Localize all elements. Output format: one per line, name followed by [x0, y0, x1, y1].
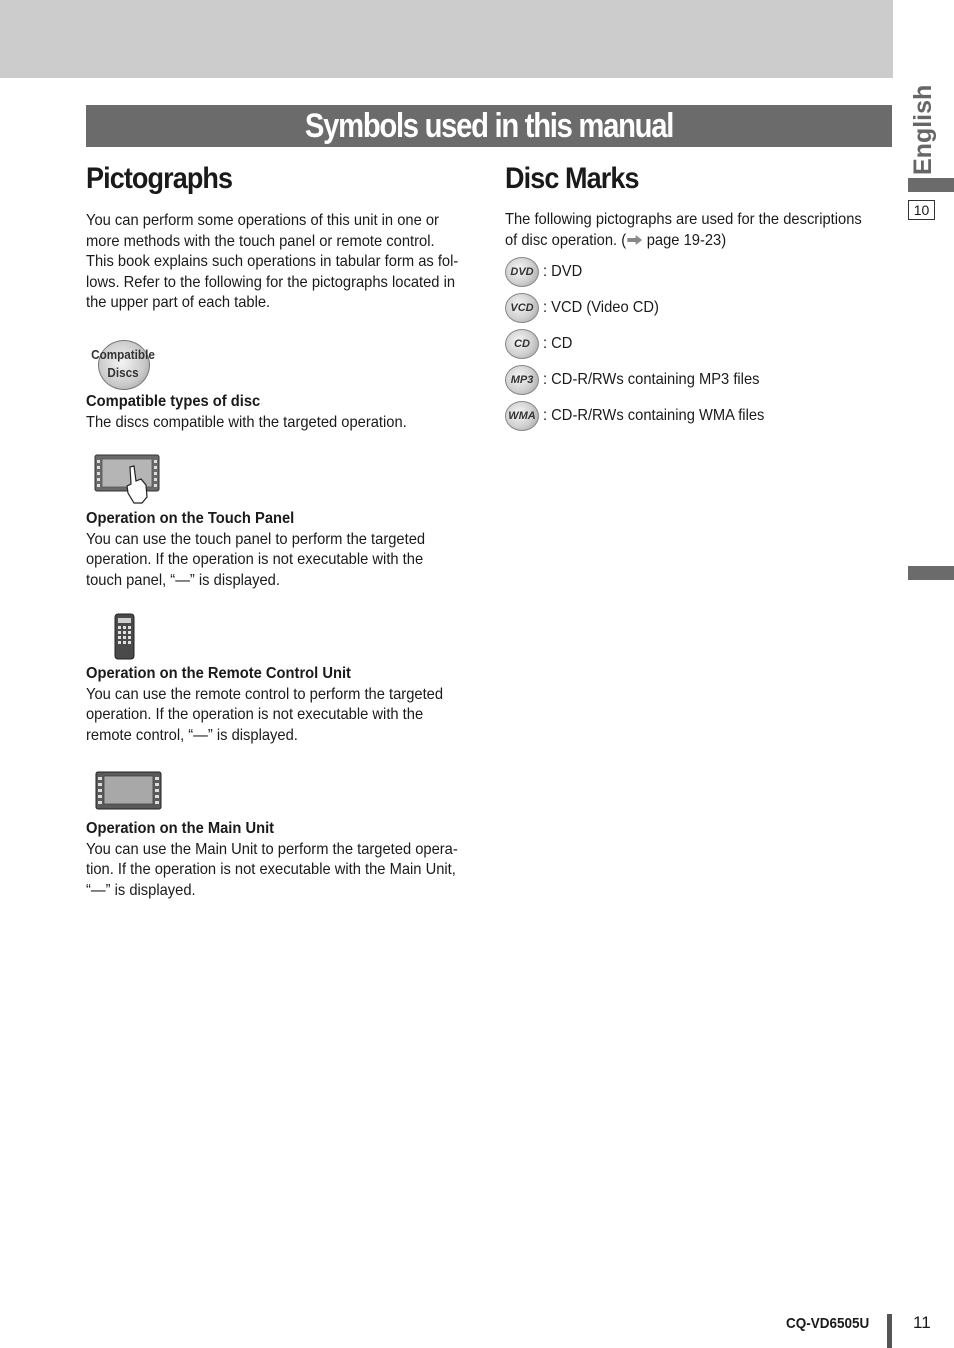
disc-mark-label: : DVD: [543, 263, 583, 280]
page-number: 11: [913, 1313, 931, 1332]
disc-intro-suffix: page 19-23): [642, 231, 727, 249]
wma-disc-icon: WMA: [505, 401, 539, 431]
intro-line: the upper part of each table.: [86, 294, 271, 311]
touch-title: Operation on the Touch Panel: [86, 510, 295, 527]
intro-line: more methods with the touch panel or remote control.: [86, 232, 435, 250]
touch-panel-section: [86, 509, 445, 591]
model-number: CQ-VD6505U: [786, 1315, 870, 1332]
main-desc-line: “—” is displayed.: [86, 881, 196, 899]
disc-mark-label: : CD: [543, 335, 573, 352]
compatible-title: Compatible types of disc: [86, 393, 261, 410]
cd-disc-icon: CD: [505, 329, 539, 359]
language-tab: [906, 85, 936, 175]
remote-desc-line: You can use the remote control to perform the targeted: [86, 685, 444, 703]
header-band: [0, 0, 893, 78]
disc-intro-prefix: of disc operation. (: [505, 231, 627, 249]
touch-desc-line: operation. If the operation is not executable with the: [86, 551, 424, 568]
disc-mark-row: [505, 402, 784, 430]
disc-intro-line: The following pictographs are used for the descriptions: [505, 211, 862, 228]
main-title: Operation on the Main Unit: [86, 820, 275, 837]
intro-line: You can perform some operations of this unit in one or: [86, 212, 439, 229]
vcd-disc-icon: VCD: [505, 293, 539, 323]
intro-line: lows. Refer to the following for the pictographs located in: [86, 273, 456, 291]
disc-mark-row: [505, 258, 586, 286]
title-bar: [86, 105, 892, 147]
disc-intro-line: [505, 231, 864, 252]
disc-mark-label: : CD-R/RWs containing MP3 files: [543, 371, 760, 388]
touch-panel-icon: [94, 453, 162, 505]
footer-divider: [887, 1314, 892, 1348]
arrow-right-icon: [626, 234, 643, 246]
remote-title: Operation on the Remote Control Unit: [86, 665, 351, 682]
touch-desc-line: touch panel, “—” is displayed.: [86, 571, 280, 589]
disc-mark-row: [505, 294, 669, 322]
intro-line: This book explains such operations in tabular form as fol-: [86, 253, 459, 270]
dvd-disc-icon: DVD: [505, 257, 539, 287]
disc-marks-intro: [505, 210, 864, 251]
main-unit-icon: [95, 771, 163, 811]
main-desc-line: You can use the Main Unit to perform the targeted opera-: [86, 840, 458, 858]
disc-mark-row: [505, 366, 778, 394]
remote-control-icon: [113, 613, 137, 661]
mp3-disc-icon: MP3: [505, 365, 539, 395]
pictographs-intro: [86, 211, 459, 314]
main-desc-line: tion. If the operation is not executable with the Main Unit,: [86, 861, 456, 878]
remote-section: [86, 664, 445, 746]
disc-marks-heading: Disc Marks: [505, 162, 639, 195]
language-tab-label: English: [909, 84, 937, 175]
side-marker: [908, 178, 954, 192]
compatible-desc: The discs compatible with the targeted operation.: [86, 413, 407, 431]
main-unit-section: [86, 819, 458, 901]
disc-mark-row: [505, 330, 575, 358]
pictographs-heading: Pictographs: [86, 162, 233, 195]
compatible-icon-line: Compatible: [91, 347, 155, 362]
side-page-number: 10: [908, 200, 935, 220]
compatible-icon-line: Discs: [107, 365, 139, 380]
page-title: Symbols used in this manual: [304, 107, 674, 145]
disc-mark-label: : CD-R/RWs containing WMA files: [543, 407, 765, 424]
compatible-discs-icon-text: [90, 346, 157, 382]
disc-mark-label: : VCD (Video CD): [543, 299, 659, 316]
remote-desc-line: operation. If the operation is not executable with the: [86, 706, 424, 723]
side-marker-lower: [908, 566, 954, 580]
remote-desc-line: remote control, “—” is displayed.: [86, 726, 298, 744]
touch-desc-line: You can use the touch panel to perform the targeted: [86, 530, 426, 548]
compatible-section: [86, 392, 445, 433]
